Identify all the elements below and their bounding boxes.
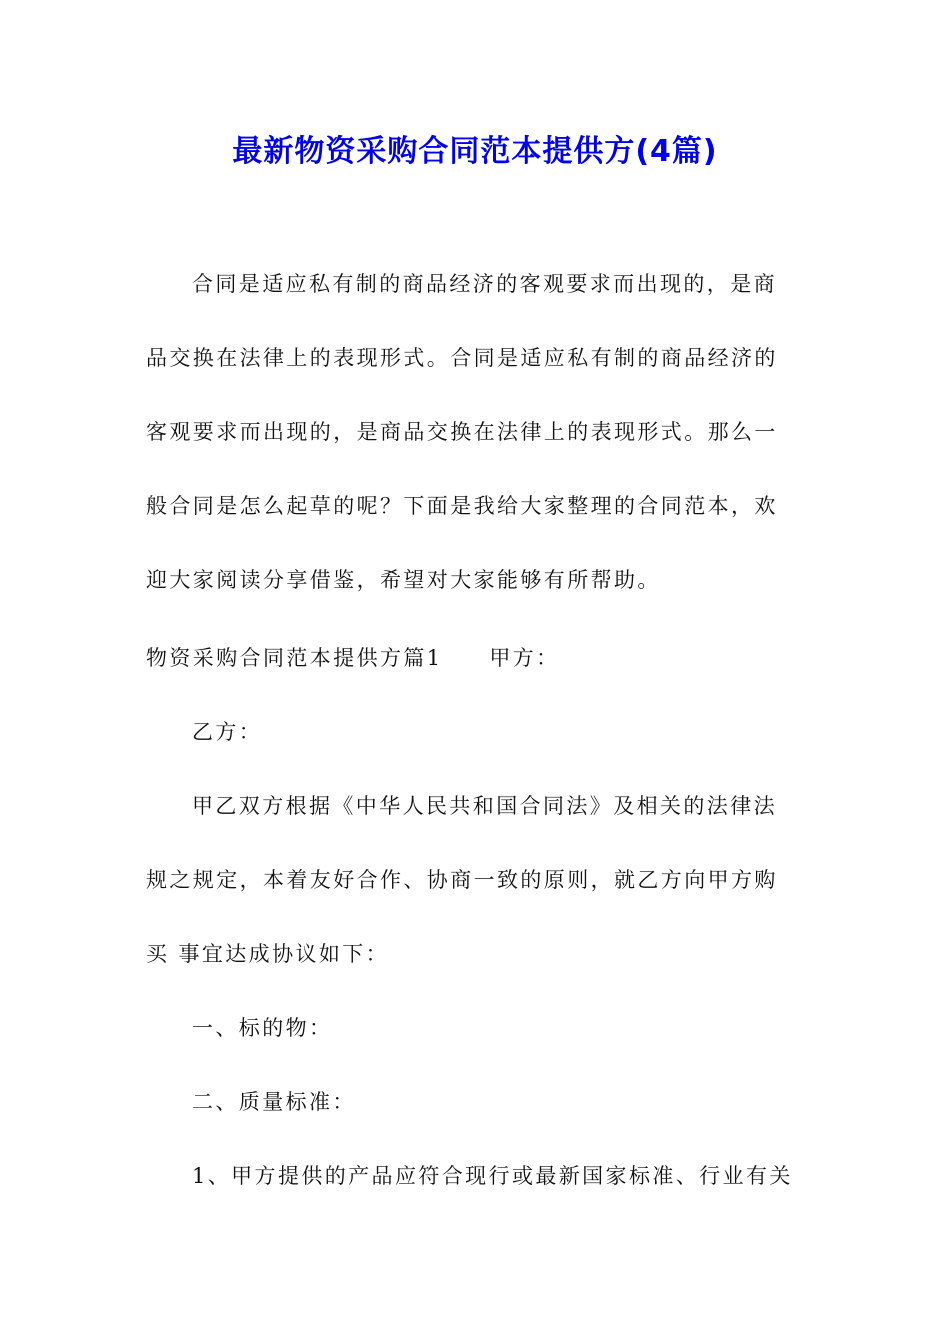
clause-heading: 一、标的物：: [192, 1016, 333, 1040]
paragraph-line: 迎大家阅读分享借鉴，希望对大家能够有所帮助。: [146, 568, 661, 592]
paragraph-line: 买 事宜达成协议如下：: [146, 942, 390, 966]
paragraph-line: 般合同是怎么起草的呢？下面是我给大家整理的合同范本，欢: [146, 494, 778, 518]
clause-heading: 二、质量标准：: [192, 1090, 356, 1114]
section-heading-line: 物资采购合同范本提供方篇1 甲方：: [146, 646, 560, 670]
paragraph-line: 客观要求而出现的，是商品交换在法律上的表现形式。那么一: [146, 420, 778, 444]
paragraph-line: 规之规定，本着友好合作、协商一致的原则，就乙方向甲方购: [146, 868, 778, 892]
document-title: 最新物资采购合同范本提供方(4篇): [232, 134, 718, 169]
paragraph-line: 品交换在法律上的表现形式。合同是适应私有制的商品经济的: [146, 346, 778, 370]
paragraph-line: 合同是适应私有制的商品经济的客观要求而出现的，是商: [192, 272, 777, 296]
paragraph-line: 甲乙双方根据《中华人民共和国合同法》及相关的法律法: [192, 794, 777, 818]
party-b-line: 乙方：: [192, 720, 263, 744]
clause-item: 1、甲方提供的产品应符合现行或最新国家标准、行业有关: [192, 1164, 793, 1188]
